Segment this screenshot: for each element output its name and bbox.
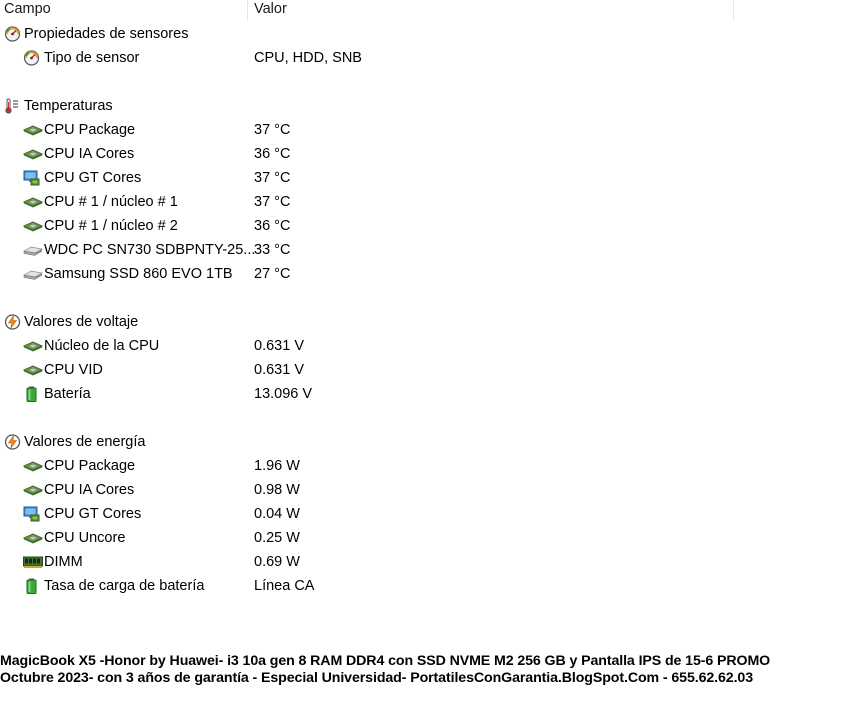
sensor-value: 37 °C [254, 122, 291, 138]
group-propiedades-de-sensores[interactable] [0, 22, 760, 46]
chip-icon [23, 362, 40, 378]
sensor-label: CPU # 1 / núcleo # 2 [44, 218, 178, 234]
sensor-label: CPU VID [44, 362, 103, 378]
sensor-value: 0.631 V [254, 338, 304, 354]
ram-icon [23, 554, 40, 570]
sensor-label: DIMM [44, 554, 83, 570]
chip-icon [23, 530, 40, 546]
sensor-label: Samsung SSD 860 EVO 1TB [44, 266, 233, 282]
sensor-row[interactable] [0, 334, 760, 358]
column-header [0, 0, 856, 20]
thermometer-icon [4, 98, 21, 114]
sensor-row[interactable] [0, 478, 760, 502]
chip-icon [23, 146, 40, 162]
sensor-label: CPU Uncore [44, 530, 126, 546]
sensor-row[interactable] [0, 574, 760, 598]
chip-icon [23, 218, 40, 234]
sensor-value: 36 °C [254, 146, 291, 162]
sensor-label: Tasa de carga de batería [44, 578, 205, 594]
sensor-row[interactable] [0, 526, 760, 550]
sensor-value: 0.631 V [254, 362, 304, 378]
group-label: Valores de voltaje [24, 314, 139, 330]
group-temperaturas[interactable] [0, 94, 760, 118]
group-label: Temperaturas [24, 98, 113, 114]
battery-icon [23, 386, 40, 402]
sensor-row[interactable] [0, 358, 760, 382]
gpu-monitor-icon [23, 170, 40, 186]
sensor-row[interactable] [0, 238, 760, 262]
sensor-label: CPU Package [44, 458, 136, 474]
sensor-value: 1.96 W [254, 458, 300, 474]
sensor-value: 36 °C [254, 218, 291, 234]
group-valores-de-energia[interactable] [0, 430, 760, 454]
sensor-value: Línea CA [254, 578, 315, 594]
promo-caption-line-1: MagicBook X5 -Honor by Huawei- i3 10a gen 8 RAM DDR4 con SSD NVME M2 256 GB y Pantalla IPS de 15-6 PROMO [0, 653, 771, 669]
sensor-value: 27 °C [254, 266, 291, 282]
column-header-campo[interactable]: Campo [4, 1, 51, 17]
sensor-row[interactable] [0, 166, 760, 190]
chip-icon [23, 122, 40, 138]
sensor-row[interactable] [0, 262, 760, 286]
sensor-row[interactable] [0, 118, 760, 142]
sensor-label: Batería [44, 386, 91, 402]
sensor-label: CPU IA Cores [44, 146, 135, 162]
chip-icon [23, 482, 40, 498]
sensor-row[interactable] [0, 142, 760, 166]
gpu-monitor-icon [23, 506, 40, 522]
column-header-valor[interactable]: Valor [254, 1, 287, 17]
battery-icon [23, 578, 40, 594]
sensor-label: CPU GT Cores [44, 170, 142, 186]
sensor-row[interactable] [0, 550, 760, 574]
sensor-value: 13.096 V [254, 386, 313, 402]
sensor-row[interactable] [0, 454, 760, 478]
sensor-value: 0.25 W [254, 530, 300, 546]
drive-icon [23, 266, 40, 282]
sensor-label: CPU GT Cores [44, 506, 142, 522]
sensor-value: 37 °C [254, 170, 291, 186]
sensor-label: CPU # 1 / núcleo # 1 [44, 194, 178, 210]
promo-caption [0, 653, 856, 687]
promo-caption-line-2: Octubre 2023- con 3 años de garantía - Especial Universidad- PortatilesConGarantia.BlogSpot.Com - 655.62.62.03 [0, 670, 753, 686]
sensor-label: Tipo de sensor [44, 50, 140, 66]
column-divider[interactable] [247, 0, 248, 20]
sensor-row[interactable] [0, 382, 760, 406]
sensor-row[interactable] [0, 190, 760, 214]
sensor-row[interactable] [0, 502, 760, 526]
sensor-label: Núcleo de la CPU [44, 338, 160, 354]
gauge-icon [23, 50, 40, 66]
group-valores-de-voltaje[interactable] [0, 310, 760, 334]
chip-icon [23, 458, 40, 474]
chip-icon [23, 194, 40, 210]
sensor-value: 0.98 W [254, 482, 300, 498]
column-divider[interactable] [733, 0, 734, 20]
group-label: Propiedades de sensores [24, 26, 189, 42]
sensor-value: 0.69 W [254, 554, 300, 570]
gauge-icon [4, 26, 21, 42]
power-bolt-icon [4, 434, 21, 450]
sensor-label: CPU Package [44, 122, 136, 138]
sensor-label: WDC PC SN730 SDBPNTY-25... [44, 242, 256, 258]
sensor-row[interactable] [0, 214, 760, 238]
chip-icon [23, 338, 40, 354]
sensor-value: 0.04 W [254, 506, 300, 522]
group-label: Valores de energía [24, 434, 146, 450]
sensor-value: 33 °C [254, 242, 291, 258]
sensor-label: CPU IA Cores [44, 482, 135, 498]
sensor-value: 37 °C [254, 194, 291, 210]
sensor-value: CPU, HDD, SNB [254, 50, 362, 66]
sensor-row[interactable] [0, 46, 760, 70]
power-bolt-icon [4, 314, 21, 330]
drive-icon [23, 242, 40, 258]
